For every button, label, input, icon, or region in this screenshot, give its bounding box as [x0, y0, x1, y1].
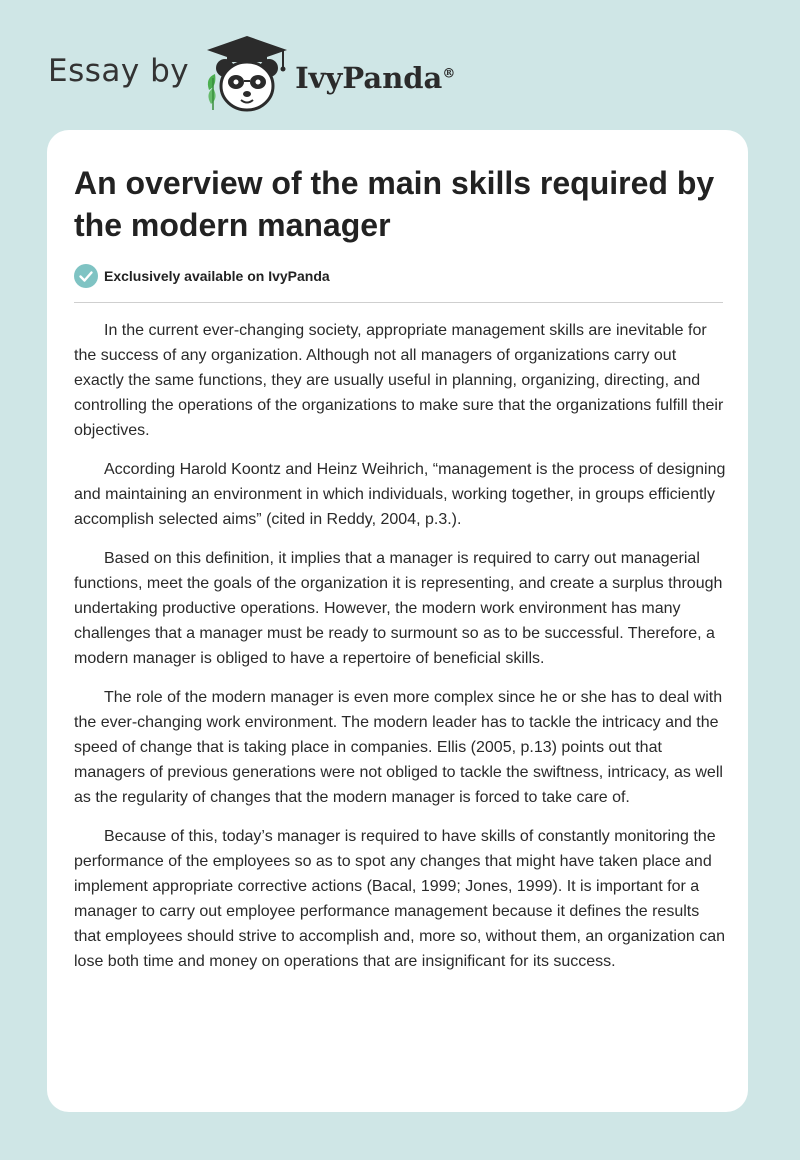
essay-card — [47, 130, 748, 1112]
page-title: An overview of the main skills required by the modern manager — [74, 165, 715, 243]
paragraph: The role of the modern manager is even more complex since he or she has to deal with the ever-changing work environment. The modern leader has to tackle the intricacy and the speed of change that is taking place in companies. Ellis (2005, p.13) points out that managers of previous generations were not obliged to tackle the swiftness, intricacy, as well as the regularity of changes that the modern manager is forced to take care of. — [74, 689, 723, 806]
brand-name: IvyPanda® — [295, 61, 456, 95]
paragraph: According Harold Koontz and Heinz Weihrich, “management is the process of designing and maintaining an environment in which individuals, working together, in groups efficiently accomplish selected aims” (cited in Reddy, 2004, p.3.). — [74, 461, 726, 528]
essay-body — [74, 318, 726, 988]
exclusive-badge — [74, 264, 330, 288]
check-circle-icon — [74, 264, 98, 288]
paragraph: Based on this definition, it implies that a manager is required to carry out managerial functions, meet the goals of the organization it is representing, and create a surplus through undertaking productive operations. However, the modern work environment has many challenges that a manager must be ready to surmount so as to be successful. Therefore, a modern manager is obliged to have a repertoire of beneficial skills. — [74, 550, 723, 667]
brand-logo[interactable] — [48, 34, 455, 114]
essay-by-label: Essay by — [48, 53, 190, 89]
badge-label: Exclusively available on IvyPanda — [104, 268, 330, 284]
panda-mascot-icon — [203, 34, 291, 114]
paragraph: Because of this, today’s manager is required to have skills of constantly monitoring the performance of the employees so as to spot any changes that might have taken place and implement appropriate corrective actions (Bacal, 1999; Jones, 1999). It is important for a manager to carry out employee performance management because it defines the results that employees should strive to accomplish and, more so, without them, an organization can lose both time and money on operations that are insignificant for its success. — [74, 828, 726, 970]
divider — [74, 302, 723, 303]
paragraph: In the current ever-changing society, appropriate management skills are inevitable for the success of any organization. Although not all managers of organizations carry out exactly the same functions, they are usually useful in planning, organizing, directing, and controlling the operations of the organizations to make sure that the organizations fulfill their objectives. — [74, 322, 724, 439]
